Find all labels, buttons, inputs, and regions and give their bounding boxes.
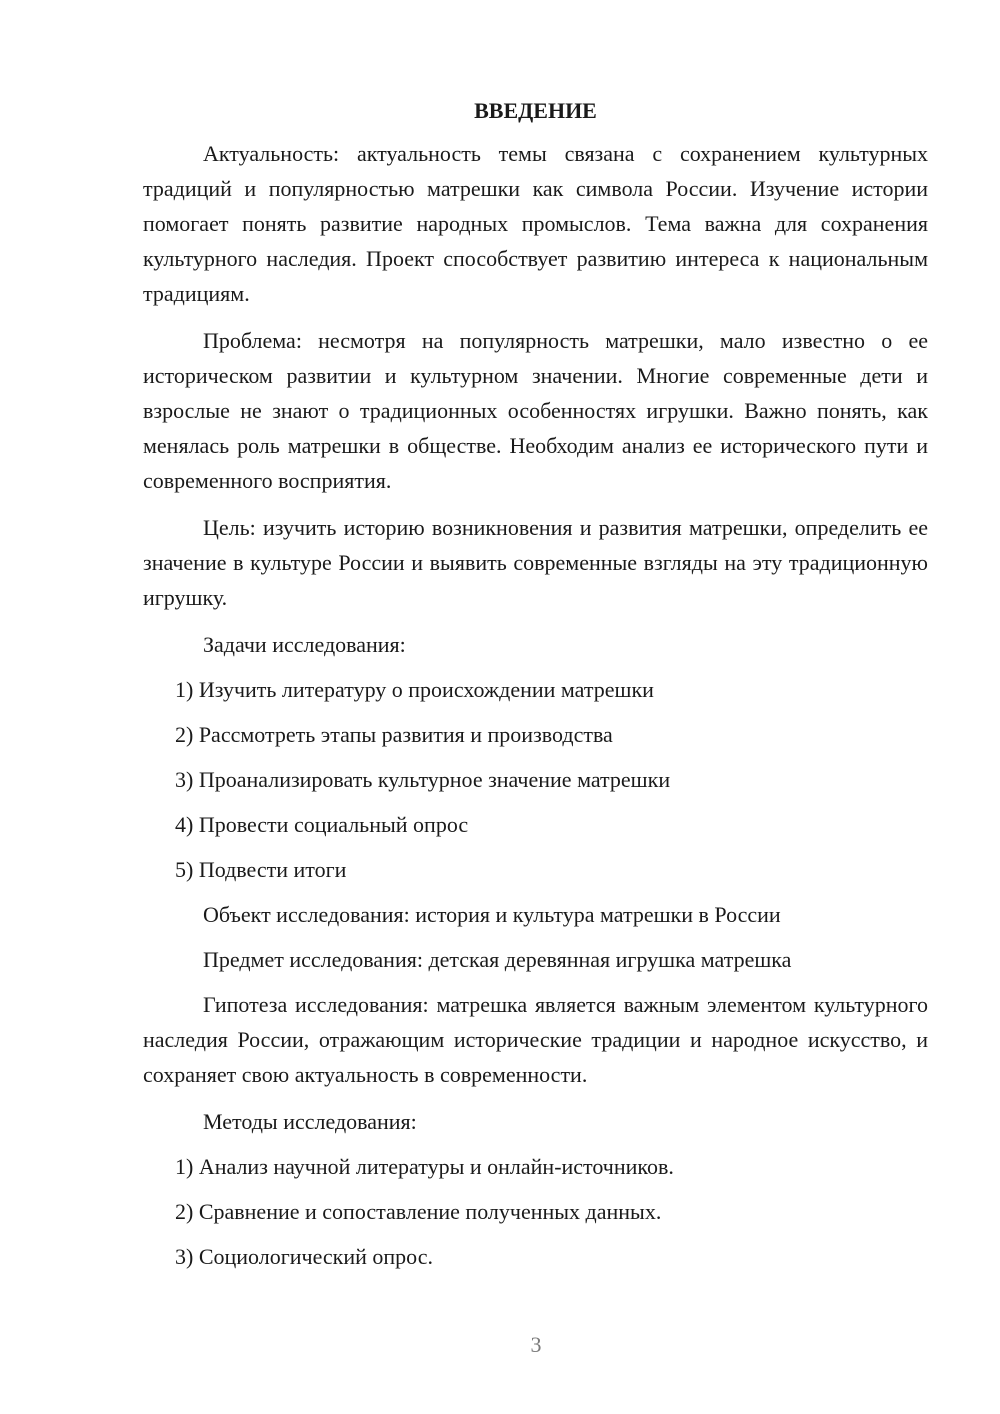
task-item: 3) Проанализировать культурное значение матрешки <box>175 767 671 792</box>
object-line: Объект исследования: история и культура матрешки в России <box>203 902 781 927</box>
problem-paragraph: Проблема: несмотря на популярность матрешки, мало известно о ее историческом развитии и культурном значении. Многие современные дети и взрослые не знают о традиционных особенностях игрушки. Важно понять, как менялась роль матрешки в обществе. Необходим анализ ее исторического пути и современного восприятия. <box>143 328 928 493</box>
method-item: 2) Сравнение и сопоставление полученных данных. <box>175 1199 662 1224</box>
method-item: 3) Социологический опрос. <box>175 1244 433 1269</box>
goal-paragraph: Цель: изучить историю возникновения и развития матрешки, определить ее значение в культуре России и выявить современные взгляды на эту традиционную игрушку. <box>143 515 928 610</box>
relevance-paragraph: Актуальность: актуальность темы связана с сохранением культурных традиций и популярностью матрешки как символа России. Изучение истории помогает понять развитие народных промыслов. Тема важна для сохранения культурного наследия. Проект способствует развитию интереса к национальным традициям. <box>143 141 928 306</box>
page-number: 3 <box>530 1332 542 1357</box>
method-item: 1) Анализ научной литературы и онлайн-источников. <box>175 1154 674 1179</box>
task-item: 5) Подвести итоги <box>175 857 347 882</box>
hypothesis-paragraph: Гипотеза исследования: матрешка является важным элементом культурного наследия России, отражающим исторические традиции и народное искусство, и сохраняет свою актуальность в современности. <box>143 992 928 1087</box>
task-item: 1) Изучить литературу о происхождении матрешки <box>175 677 654 702</box>
document-page <box>143 93 928 1274</box>
methods-heading: Методы исследования: <box>203 1109 417 1134</box>
subject-line: Предмет исследования: детская деревянная игрушка матрешка <box>203 947 792 972</box>
task-item: 4) Провести социальный опрос <box>175 812 469 837</box>
task-item: 2) Рассмотреть этапы развития и производства <box>175 722 613 747</box>
tasks-heading: Задачи исследования: <box>203 632 406 657</box>
document-title: ВВЕДЕНИЕ <box>474 98 597 123</box>
